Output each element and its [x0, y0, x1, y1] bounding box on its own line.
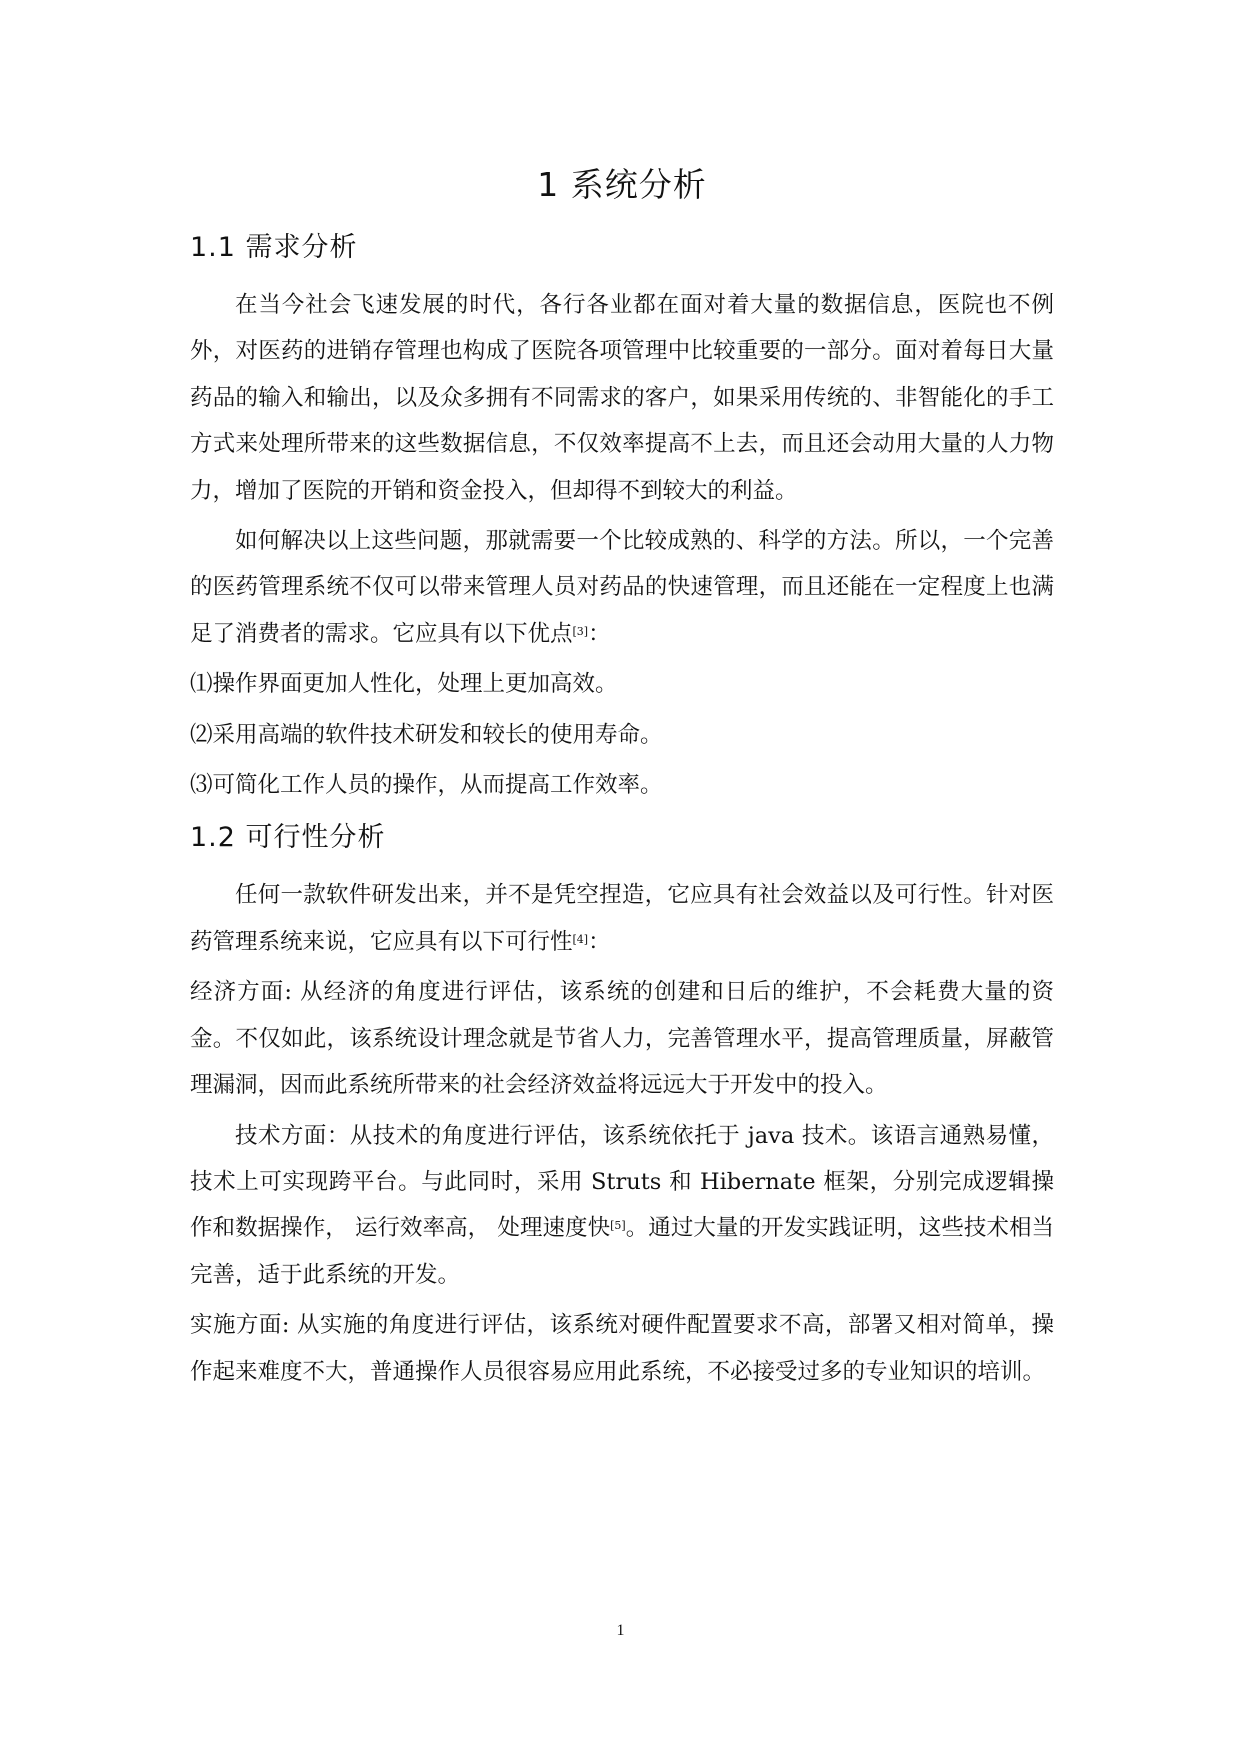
requirements-paragraph-2-end: ： [588, 620, 611, 647]
advantage-item-1: ⑴操作界面更加人性化，处理上更加高效。 [190, 671, 618, 698]
technical-feasibility-paragraph [190, 1113, 1054, 1299]
feasibility-paragraph-1-text: 任何一款软件研发出来，并不是凭空捏造，它应具有社会效益以及可行性。针对医药管理系统来说，它应具有以下可行性 [190, 882, 1054, 955]
section-title-requirements: 1.1 需求分析 [190, 232, 358, 263]
technical-feasibility-end: 。通过大量的开发实践证明，这些技术相当完善，适于此系统的开发。 [190, 1215, 1054, 1288]
requirements-paragraph-2 [190, 518, 1054, 657]
section-title-feasibility: 1.2 可行性分析 [190, 822, 386, 854]
requirements-paragraph-1: 在当今社会飞速发展的时代，各行各业都在面对着大量的数据信息，医院也不例外，对医药的进销存管理也构成了医院各项管理中比较重要的一部分。面对着每日大量药品的输入和输出，以及众多拥有不同需求的客户，如果采用传统的、非智能化的手工方式来处理所带来的这些数据信息，不仅效率提高不上去，而且还会动用大量的人力物力，增加了医院的开销和资金投入，但却得不到较大的利益。 [190, 292, 1054, 504]
requirements-paragraph-2-text: 如何解决以上这些问题，那就需要一个比较成熟的、科学的方法。所以，一个完善的医药管理系统不仅可以带来管理人员对药品的快速管理，而且还能在一定程度上也满足了消费者的需求。它应具有以下优点 [190, 528, 1054, 647]
citation-ref-5: [5] [610, 1219, 626, 1233]
page-content [190, 160, 1054, 1399]
economic-feasibility-paragraph: 经济方面: 从经济的角度进行评估，该系统的创建和日后的维护，不会耗费大量的资金。不仅如此，该系统设计理念就是节省人力，完善管理水平，提高管理质量，屏蔽管理漏洞，因而此系统所带来的社会经济效益将远远大于开发中的投入。 [190, 979, 1054, 1099]
advantage-item-2: ⑵采用高端的软件技术研发和较长的使用寿命。 [190, 721, 663, 748]
advantage-item-3: ⑶可简化工作人员的操作，从而提高工作效率。 [190, 772, 663, 799]
feasibility-paragraph-1 [190, 872, 1054, 965]
citation-ref-4: [4] [572, 932, 589, 946]
feasibility-paragraph-1-end: ： [588, 928, 611, 955]
technical-feasibility-text: 技术方面：从技术的角度进行评估，该系统依托于 java 技术。该语言通熟易懂，技术上可实现跨平台。与此同时，采用 Struts 和 Hibernate 框架，分别完成逻辑操作和数据操作， 运行效率高， 处理速度快 [190, 1122, 1054, 1242]
chapter-title: 1 系统分析 [537, 165, 707, 204]
citation-ref-3: [3] [572, 624, 589, 638]
page-number: 1 [616, 1622, 625, 1639]
implementation-feasibility-paragraph: 实施方面: 从实施的角度进行评估，该系统对硬件配置要求不高，部署又相对简单，操作起来难度不大，普通操作人员很容易应用此系统，不必接受过多的专业知识的培训。 [190, 1312, 1054, 1385]
